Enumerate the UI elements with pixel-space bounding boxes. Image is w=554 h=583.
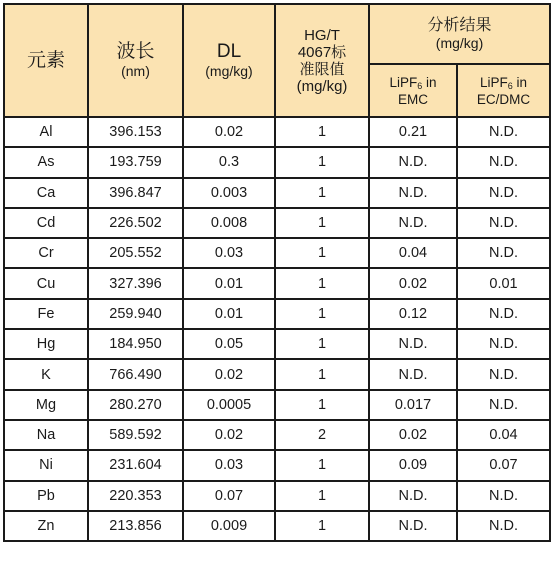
cell-dl: 0.02 <box>183 359 275 389</box>
table-row <box>4 390 550 420</box>
header-lipf6-emc-prefix: LiPF <box>389 74 418 90</box>
cell-lipf6-emc: 0.02 <box>369 420 457 450</box>
header-hg-line1: HG/T <box>304 26 340 44</box>
cell-limit: 1 <box>275 268 369 298</box>
cell-dl: 0.02 <box>183 117 275 147</box>
header-lipf6-ecdmc-line2: EC/DMC <box>476 91 531 107</box>
cell-lipf6-emc: N.D. <box>369 178 457 208</box>
table-row <box>4 420 550 450</box>
table-row <box>4 299 550 329</box>
cell-wavelength: 205.552 <box>88 238 183 268</box>
header-element-label: 元素 <box>26 49 65 71</box>
header-results-label: 分析结果 <box>427 17 492 34</box>
cell-wavelength: 766.490 <box>88 359 183 389</box>
cell-element: Pb <box>4 481 88 511</box>
cell-wavelength: 193.759 <box>88 147 183 177</box>
cell-lipf6-emc: 0.04 <box>369 238 457 268</box>
header-dl-label: DL <box>216 41 242 62</box>
cell-element: Al <box>4 117 88 147</box>
cell-lipf6-ecdmc: N.D. <box>457 511 550 541</box>
table-row <box>4 117 550 147</box>
results-table <box>3 3 551 542</box>
cell-element: Cr <box>4 238 88 268</box>
cell-lipf6-emc: N.D. <box>369 359 457 389</box>
header-hg-limit <box>275 4 369 117</box>
cell-wavelength: 396.153 <box>88 117 183 147</box>
cell-wavelength: 231.604 <box>88 450 183 480</box>
cell-dl: 0.03 <box>183 238 275 268</box>
cell-lipf6-ecdmc: N.D. <box>457 208 550 238</box>
cell-wavelength: 220.353 <box>88 481 183 511</box>
header-results-unit: (mg/kg) <box>435 35 484 51</box>
cell-lipf6-emc: N.D. <box>369 329 457 359</box>
cell-element: As <box>4 147 88 177</box>
cell-dl: 0.01 <box>183 268 275 298</box>
cell-limit: 1 <box>275 450 369 480</box>
header-lipf6-emc-line1 <box>370 74 456 91</box>
cell-limit: 1 <box>275 178 369 208</box>
cell-dl: 0.008 <box>183 208 275 238</box>
cell-limit: 1 <box>275 329 369 359</box>
header-wavelength <box>88 4 183 117</box>
header-lipf6-ecdmc-suffix: in <box>512 74 528 90</box>
header-lipf6-emc-line2: EMC <box>398 91 428 107</box>
cell-wavelength: 213.856 <box>88 511 183 541</box>
cell-lipf6-ecdmc: N.D. <box>457 329 550 359</box>
cell-lipf6-emc: N.D. <box>369 481 457 511</box>
cell-wavelength: 589.592 <box>88 420 183 450</box>
cell-lipf6-emc: 0.09 <box>369 450 457 480</box>
cell-limit: 2 <box>275 420 369 450</box>
cell-lipf6-emc: N.D. <box>369 208 457 238</box>
cell-element: Zn <box>4 511 88 541</box>
cell-limit: 1 <box>275 117 369 147</box>
cell-lipf6-emc: 0.21 <box>369 117 457 147</box>
header-dl-unit: (mg/kg) <box>205 63 253 79</box>
table-header <box>4 4 550 117</box>
table-row <box>4 450 550 480</box>
header-lipf6-emc <box>369 64 457 117</box>
cell-wavelength: 184.950 <box>88 329 183 359</box>
cell-dl: 0.3 <box>183 147 275 177</box>
cell-dl: 0.02 <box>183 420 275 450</box>
cell-lipf6-emc: 0.12 <box>369 299 457 329</box>
cell-element: Ni <box>4 450 88 480</box>
table-row <box>4 208 550 238</box>
cell-dl: 0.07 <box>183 481 275 511</box>
cell-element: K <box>4 359 88 389</box>
cell-wavelength: 280.270 <box>88 390 183 420</box>
header-hg-line2: 4067标 <box>297 43 347 61</box>
cell-dl: 0.01 <box>183 299 275 329</box>
cell-lipf6-ecdmc: N.D. <box>457 238 550 268</box>
cell-lipf6-ecdmc: 0.01 <box>457 268 550 298</box>
header-lipf6-ecdmc <box>457 64 550 117</box>
cell-limit: 1 <box>275 238 369 268</box>
cell-lipf6-ecdmc: N.D. <box>457 299 550 329</box>
cell-element: Ca <box>4 178 88 208</box>
table-row <box>4 329 550 359</box>
header-hg-line3: 准限值 <box>299 60 345 78</box>
header-lipf6-ecdmc-subscript: 6 <box>507 80 513 91</box>
table-row <box>4 481 550 511</box>
cell-lipf6-emc: N.D. <box>369 511 457 541</box>
cell-wavelength: 396.847 <box>88 178 183 208</box>
cell-dl: 0.05 <box>183 329 275 359</box>
cell-element: Na <box>4 420 88 450</box>
cell-lipf6-ecdmc: N.D. <box>457 359 550 389</box>
header-wavelength-label: 波长 <box>116 41 155 62</box>
cell-limit: 1 <box>275 299 369 329</box>
table-row <box>4 268 550 298</box>
cell-lipf6-ecdmc: N.D. <box>457 147 550 177</box>
cell-dl: 0.03 <box>183 450 275 480</box>
cell-dl: 0.009 <box>183 511 275 541</box>
table-row <box>4 147 550 177</box>
header-wavelength-unit: (nm) <box>121 63 150 79</box>
cell-lipf6-emc: 0.02 <box>369 268 457 298</box>
header-dl <box>183 4 275 117</box>
cell-lipf6-ecdmc: 0.07 <box>457 450 550 480</box>
table-row <box>4 238 550 268</box>
table-row <box>4 511 550 541</box>
cell-element: Cd <box>4 208 88 238</box>
cell-wavelength: 226.502 <box>88 208 183 238</box>
cell-lipf6-ecdmc: N.D. <box>457 117 550 147</box>
cell-limit: 1 <box>275 359 369 389</box>
header-lipf6-emc-suffix: in <box>422 74 437 90</box>
cell-limit: 1 <box>275 390 369 420</box>
cell-lipf6-ecdmc: 0.04 <box>457 420 550 450</box>
cell-lipf6-ecdmc: N.D. <box>457 481 550 511</box>
header-results <box>369 4 550 64</box>
cell-limit: 1 <box>275 511 369 541</box>
cell-lipf6-emc: 0.017 <box>369 390 457 420</box>
cell-wavelength: 327.396 <box>88 268 183 298</box>
header-lipf6-ecdmc-line1 <box>458 74 549 91</box>
cell-element: Fe <box>4 299 88 329</box>
cell-wavelength: 259.940 <box>88 299 183 329</box>
cell-limit: 1 <box>275 208 369 238</box>
table-body <box>4 117 550 541</box>
cell-element: Hg <box>4 329 88 359</box>
cell-element: Mg <box>4 390 88 420</box>
cell-limit: 1 <box>275 147 369 177</box>
header-lipf6-emc-subscript: 6 <box>417 80 423 91</box>
cell-limit: 1 <box>275 481 369 511</box>
cell-lipf6-ecdmc: N.D. <box>457 390 550 420</box>
table-row <box>4 359 550 389</box>
cell-lipf6-ecdmc: N.D. <box>457 178 550 208</box>
header-hg-unit: (mg/kg) <box>296 77 348 95</box>
cell-element: Cu <box>4 268 88 298</box>
header-element <box>4 4 88 117</box>
cell-lipf6-emc: N.D. <box>369 147 457 177</box>
cell-dl: 0.0005 <box>183 390 275 420</box>
cell-dl: 0.003 <box>183 178 275 208</box>
header-lipf6-ecdmc-prefix: LiPF <box>479 74 508 90</box>
table-row <box>4 178 550 208</box>
